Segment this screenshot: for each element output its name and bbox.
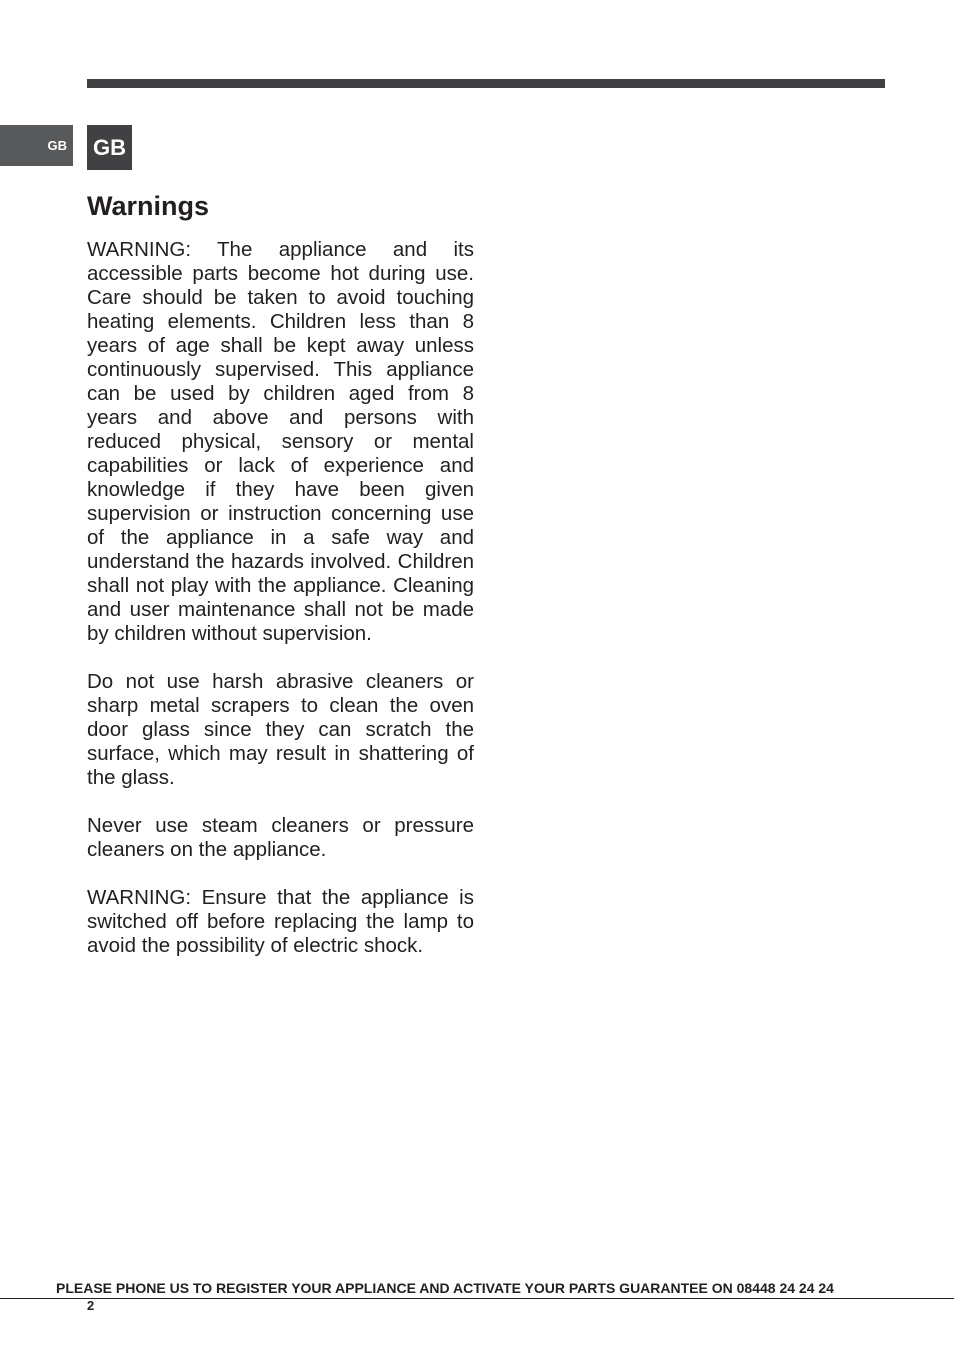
- language-badge-label: GB: [93, 134, 126, 160]
- steam-cleaner-paragraph: Never use steam cleaners or pressure cleaners on the appliance.: [87, 814, 474, 861]
- page-number: 2: [87, 1298, 95, 1313]
- footer-notice: PLEASE PHONE US TO REGISTER YOUR APPLIANCE AND ACTIVATE YOUR PARTS GUARANTEE ON 08448 24 24 24: [56, 1280, 834, 1296]
- section-title: Warnings: [87, 191, 210, 221]
- lamp-warning-paragraph: WARNING: Ensure that the appliance is switched off before replacing the lamp to avoid the possibility of electric shock.: [87, 886, 474, 957]
- warnings-content: [87, 238, 474, 982]
- warning-paragraph: WARNING: The appliance and its accessible parts become hot during use. Care should be taken to avoid touching heating elements. Children less than 8 years of age shall be kept away unless continuously supervised. This appliance can be used by children aged from 8 years and above and persons with reduced physical, sensory or mental capabilities or lack of experience and knowledge if they have been given supervision or instruction concerning use of the appliance in a safe way and understand the hazards involved. Children shall not play with the appliance. Cleaning and user maintenance shall not be made by children without supervision.: [87, 238, 474, 645]
- side-tab-label: GB: [47, 138, 67, 153]
- cleaning-paragraph: Do not use harsh abrasive cleaners or sharp metal scrapers to clean the oven door glass since they can scratch the surface, which may result in shattering of the glass.: [87, 670, 474, 789]
- footer-rule: [0, 1298, 954, 1299]
- top-rule: [87, 79, 885, 88]
- side-language-tab: [0, 125, 73, 166]
- language-badge: [87, 125, 132, 170]
